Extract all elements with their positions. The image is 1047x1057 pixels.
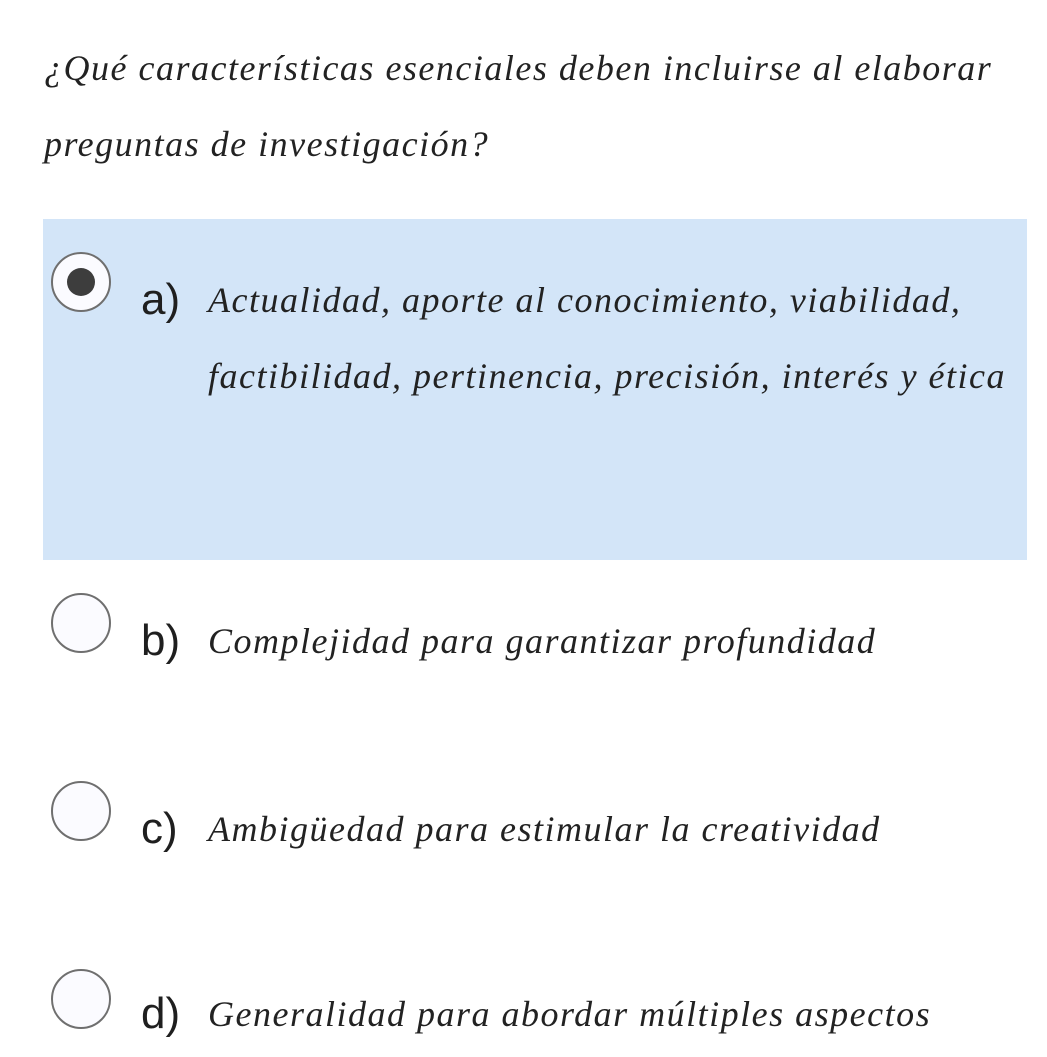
option-letter-d: d) [141, 989, 181, 1038]
option-letter-a: a) [141, 275, 181, 324]
option-a[interactable] [43, 219, 1027, 560]
option-b[interactable] [43, 560, 1027, 748]
option-c[interactable] [43, 748, 1027, 936]
question-text: ¿Qué características esenciales deben incluirse al elaborar preguntas de investigación? [44, 48, 993, 164]
option-letter-b: b) [141, 616, 181, 665]
option-d[interactable] [43, 936, 1027, 1057]
radio-selected-dot-icon [67, 268, 95, 296]
option-text-c: Ambigüedad para estimular la creatividad [208, 809, 881, 849]
radio-button-d[interactable] [51, 969, 111, 1029]
option-text-b: Complejidad para garantizar profundidad [208, 621, 877, 661]
option-text-a: Actualidad, aporte al conocimiento, viabilidad, factibilidad, pertinencia, precisión, interés y ética [208, 280, 1007, 396]
option-text-d: Generalidad para abordar múltiples aspectos [208, 994, 932, 1034]
option-letter-c: c) [141, 804, 178, 853]
radio-button-b[interactable] [51, 593, 111, 653]
radio-button-c[interactable] [51, 781, 111, 841]
radio-button-a[interactable] [51, 252, 111, 312]
